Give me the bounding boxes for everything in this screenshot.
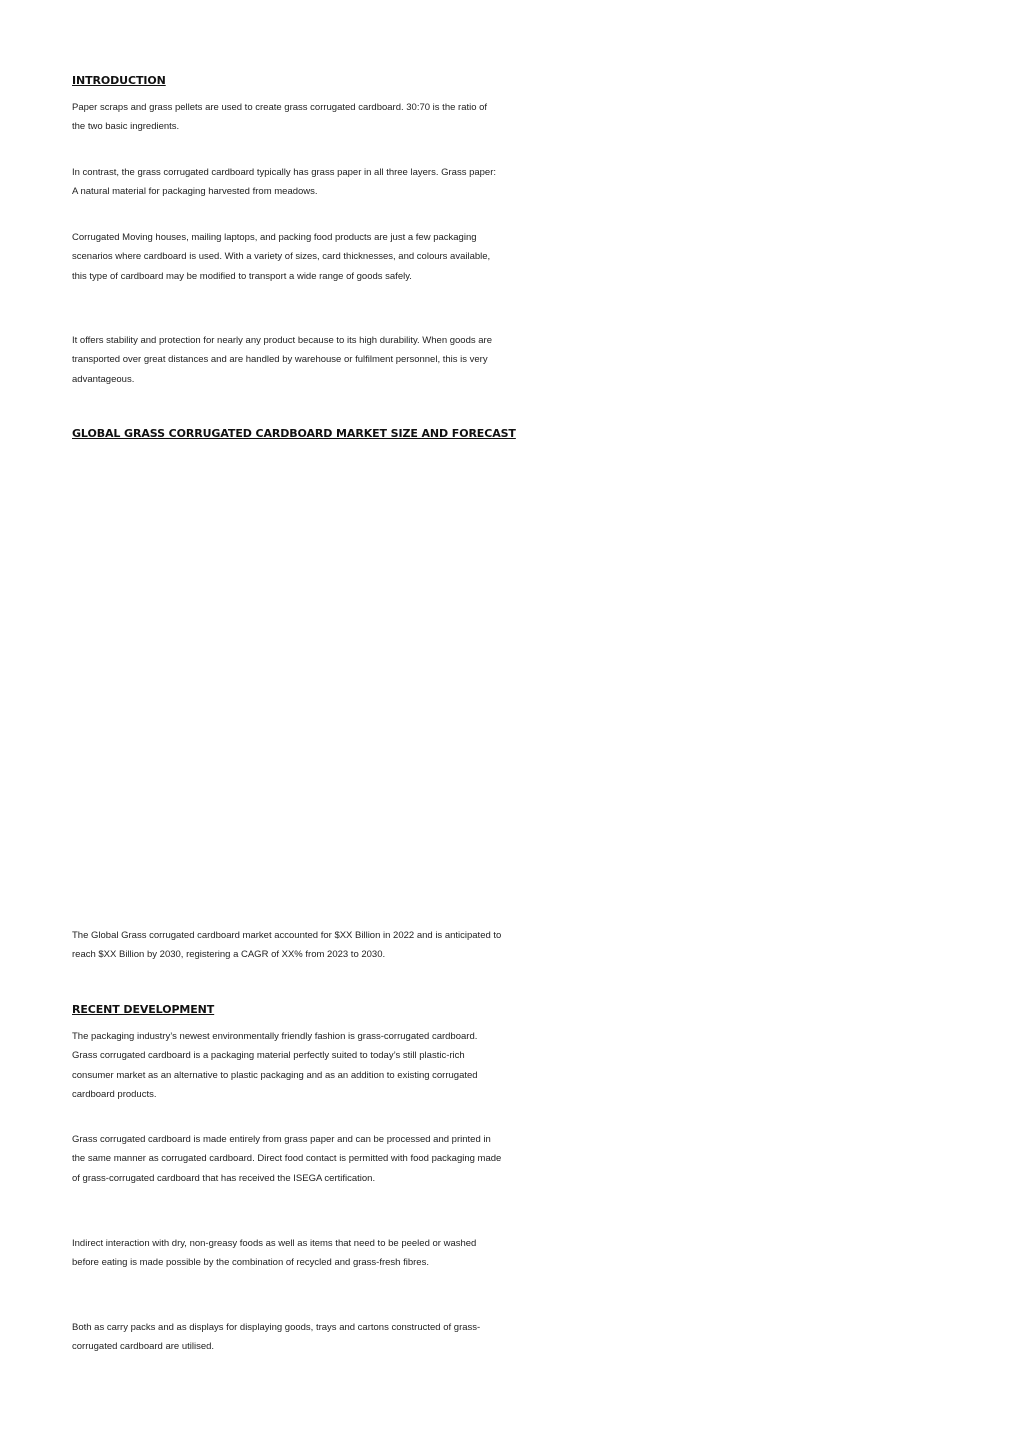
introduction-paragraph-3: Corrugated Moving houses, mailing laptops, and packing food products are just a few packaging scenarios where cardboard is used. With a variety of sizes, card thicknesses, and colours available, this type of cardboard may be modified to transport a wide range of goods safely. <box>72 232 491 282</box>
recent-development-heading: RECENT DEVELOPMENT <box>72 1003 215 1016</box>
recent-development-paragraph-4: Both as carry packs and as displays for displaying goods, trays and cartons constructed of grass-corrugated cardboard are utilised. <box>72 1322 481 1353</box>
recent-development-paragraph-2: Grass corrugated cardboard is made entirely from grass paper and can be processed and printed in the same manner as corrugated cardboard. Direct food contact is permitted with food packaging made of grass-corrugated cardboard that has received the ISEGA certification. <box>72 1134 502 1184</box>
introduction-paragraph-4: It offers stability and protection for nearly any product because to its high durability. When goods are transported over great distances and are handled by warehouse or fulfilment personnel, this is very advantageous. <box>72 335 492 385</box>
market-size-paragraph: The Global Grass corrugated cardboard market accounted for $XX Billion in 2022 and is anticipated to reach $XX Billion by 2030, registering a CAGR of XX% from 2023 to 2030. <box>72 930 502 961</box>
recent-development-paragraph-3: Indirect interaction with dry, non-greasy foods as well as items that need to be peeled or washed before eating is made possible by the combination of recycled and grass-fresh fibres. <box>72 1238 477 1269</box>
introduction-paragraph-1: Paper scraps and grass pellets are used to create grass corrugated cardboard. 30:70 is the ratio of the two basic ingredients. <box>72 102 488 133</box>
blank-figure-area <box>72 450 502 915</box>
introduction-paragraph-2: In contrast, the grass corrugated cardboard typically has grass paper in all three layers. Grass paper: A natural material for packaging harvested from meadows. <box>72 167 497 198</box>
market-size-heading: GLOBAL GRASS CORRUGATED CARDBOARD MARKET SIZE AND FORECAST <box>72 427 516 440</box>
introduction-heading: INTRODUCTION <box>72 74 166 87</box>
recent-development-paragraph-1: The packaging industry’s newest environmentally friendly fashion is grass-corrugated cardboard. Grass corrugated cardboard is a packaging material perfectly suited to today’s still plastic-rich consumer market as an alternative to plastic packaging and as an addition to existing corrugated cardboard products. <box>72 1031 478 1100</box>
